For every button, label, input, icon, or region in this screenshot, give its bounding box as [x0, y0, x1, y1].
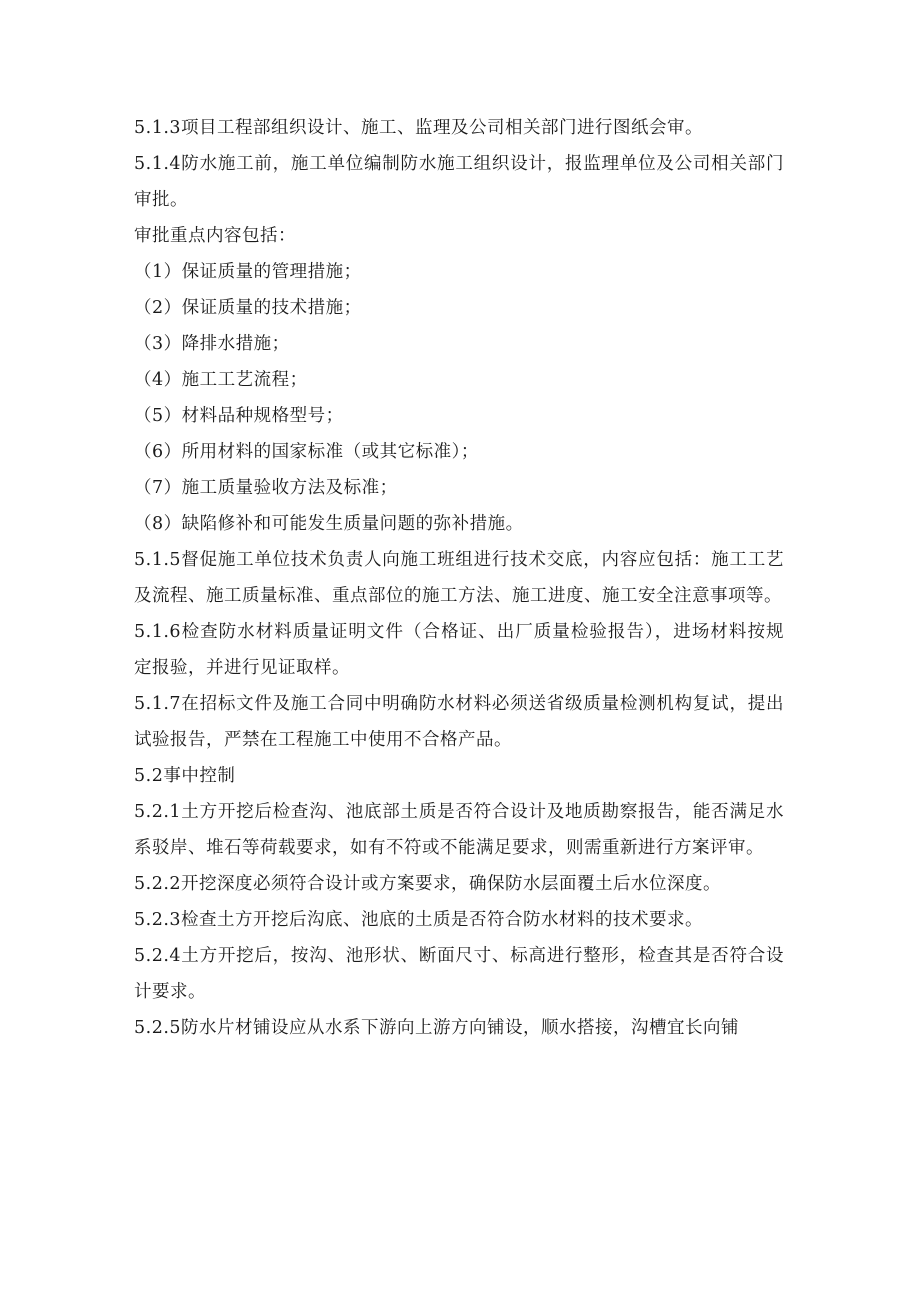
- list-item-8: （8）缺陷修补和可能发生质量问题的弥补措施。: [134, 514, 524, 534]
- document-body: [134, 110, 784, 1046]
- clause-5-2-2: 5.2.2开挖深度必须符合设计或方案要求，确保防水层面覆土后水位深度。: [134, 874, 722, 894]
- clause-5-1-7: 5.1.7在招标文件及施工合同中明确防水材料必须送省级质量检测机构复试，提出试验报告，严禁在工程施工中使用不合格产品。: [134, 694, 784, 750]
- list-item-7: （7）施工质量验收方法及标准；: [134, 478, 398, 498]
- list-item-6: （6）所用材料的国家标准（或其它标准）；: [134, 442, 479, 462]
- list-item-2: （2）保证质量的技术措施；: [134, 298, 362, 318]
- list-item-5: （5）材料品种规格型号；: [134, 406, 344, 426]
- clause-5-2-5: 5.2.5防水片材铺设应从水系下游向上游方向铺设，顺水搭接，沟槽宜长向铺: [134, 1018, 740, 1038]
- list-item-3: （3）降排水措施；: [134, 334, 290, 354]
- list-item-4: （4）施工工艺流程；: [134, 370, 308, 390]
- section-5-2-heading: 5.2事中控制: [134, 766, 236, 786]
- clause-5-2-1: 5.2.1土方开挖后检查沟、池底部土质是否符合设计及地质勘察报告，能否满足水系驳岸、堆石等荷载要求，如有不符或不能满足要求，则需重新进行方案评审。: [134, 802, 784, 858]
- clause-5-2-3: 5.2.3检查土方开挖后沟底、池底的土质是否符合防水材料的技术要求。: [134, 910, 704, 930]
- clause-5-1-4: 5.1.4防水施工前，施工单位编制防水施工组织设计，报监理单位及公司相关部门审批。: [134, 154, 784, 210]
- approval-key-points-heading: 审批重点内容包括：: [134, 226, 296, 246]
- clause-5-1-3: 5.1.3项目工程部组织设计、施工、监理及公司相关部门进行图纸会审。: [134, 118, 704, 138]
- clause-5-2-4: 5.2.4土方开挖后，按沟、池形状、断面尺寸、标高进行整形，检查其是否符合设计要求。: [134, 946, 784, 1002]
- list-item-1: （1）保证质量的管理措施；: [134, 262, 362, 282]
- clause-5-1-5: 5.1.5督促施工单位技术负责人向施工班组进行技术交底，内容应包括：施工工艺及流程、施工质量标准、重点部位的施工方法、施工进度、施工安全注意事项等。: [134, 550, 784, 606]
- clause-5-1-6: 5.1.6检查防水材料质量证明文件（合格证、出厂质量检验报告），进场材料按规定报验，并进行见证取样。: [134, 622, 784, 678]
